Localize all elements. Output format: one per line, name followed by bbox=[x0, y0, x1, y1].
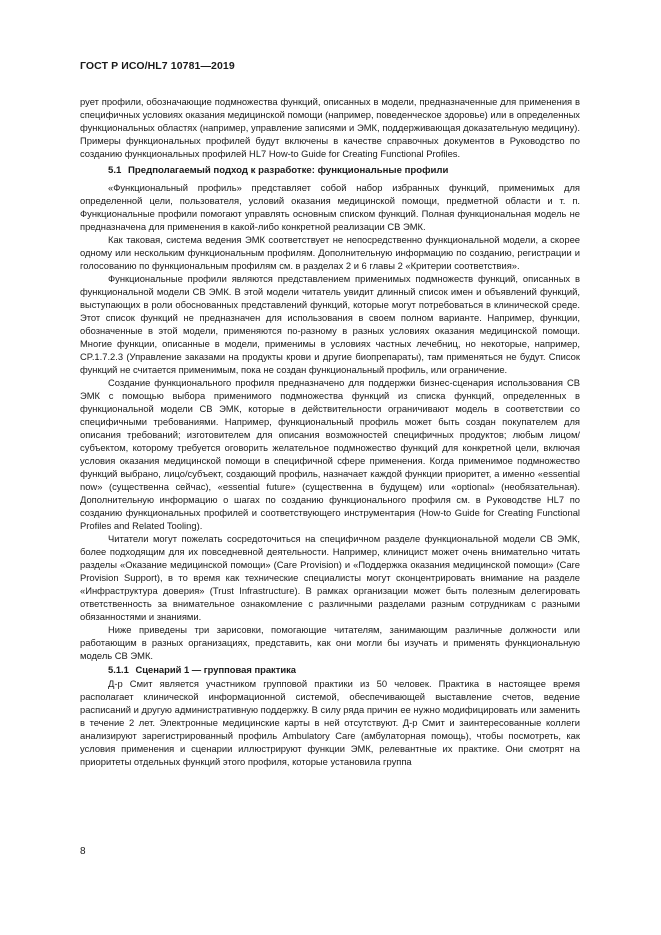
paragraph-continued: рует профили, обозначающие подмножества функций, описанных в модели, предназначенные для применения в специфичных условиях оказания медицинской помощи (например, поведенческое здоровье) или в определенных функциональных областях (например, управление записями и ЭМК, поддерживающая доказательную медицину). Примеры функциональных профилей будут включены в качестве справочных документов в Руководство по созданию функциональных профилей HL7 How-to Guide for Creating Functional Profiles. bbox=[80, 96, 580, 159]
paragraph: Читатели могут пожелать сосредоточиться на специфичном разделе функциональной модели СВ ЭМК, более подходящим для их повседневной деятельности. Например, клиницист может очень внимательно читать разделы «Оказание медицинской помощи» (Care Provision) и «Поддержка оказания медицинской помощи» (Care Provision Support), в то время как технические специалисты могут сконцентрировать внимание на разделе «Инфраструктура доверия» (Trust Infrastructure). В рамках организации может быть полезным делегировать ответственность за внимательное ознакомление с различными разделами разным сотрудникам с разными обязанностями и знаниями. bbox=[80, 533, 580, 622]
paragraph: Ниже приведены три зарисовки, помогающие читателям, занимающим различные должности или работающим в разных организациях, представить, как они могли бы изучать и применять функциональную модель СВ ЭМК. bbox=[80, 624, 580, 661]
section-number: 5.1 bbox=[108, 165, 122, 176]
paragraph: «Функциональный профиль» представляет собой набор избранных функций, применимых для определенной цели, пользователя, условий оказания медицинской помощи, предметной области и т. п. Функциональные профили помогают управлять основным списком функций. Полная функциональная модель не предназначена для применения в какой-либо конкретной реализации СВ ЭМК. bbox=[80, 182, 580, 232]
subsection-number: 5.1.1 bbox=[108, 664, 129, 675]
paragraph: Д-р Смит является участником групповой практики из 50 человек. Практика в настоящее время располагает клинической информационной системой, обеспечивающей выставление счетов, ведение расписаний и другую административную поддержку. В силу ряда причин ее нужно модифицировать или заменить в течение 2 лет. Электронные медицинские карты в ней отсутствуют. Д-р Смит и заинтересованные коллеги анализируют зарегистрированный профиль Ambulatory Care (амбулаторная помощь), чтобы посмотреть, как условия применения и сценарии иллюстрируют функции ЭМК, релевантные их практике. Они смотрят на приоритеты отдельных функций этого профиля, которые установила группа bbox=[80, 678, 580, 767]
paragraph: Функциональные профили являются представлением применимых подмножеств функций, описанных в функциональной модели СВ ЭМК. В этой модели читатель увидит длинный список имен и объявлений функций, выступающих в роли обоснованных представлений функций, которые могут потребоваться в клинической среде. Этот список функций не предназначен для использования в своем полном варианте. Например, функции, обозначенные в этой модели, применяются по-разному в разных условиях оказания медицинской помощи. Многие функции, описанные в модели, применимы в условиях частных лечебниц, но некоторые, например, CP.1.7.2.3 (Управление заказами на продукты крови и другие биопрепараты), там применяться не будут. Список функций не считается применимым, пока не создан функциональный профиль, или ограничение. bbox=[80, 273, 580, 375]
page-number: 8 bbox=[80, 846, 86, 857]
document-header: ГОСТ Р ИСО/HL7 10781—2019 bbox=[80, 60, 235, 72]
subsection-heading bbox=[80, 663, 580, 676]
paragraph: Как таковая, система ведения ЭМК соответствует не непосредственно функциональной модели, а скорее одному или нескольким функциональным профилям. Дополнительную информацию по созданию, регистрации и голосованию по функциональным профилям см. в разделах 2 и 6 главы 2 «Критерии соответствия». bbox=[80, 234, 580, 271]
document-body bbox=[80, 95, 580, 768]
subsection-title: Сценарий 1 — групповая практика bbox=[135, 664, 297, 675]
paragraph: Создание функционального профиля предназначено для поддержки бизнес-сценария использования СВ ЭМК с помощью выбора применимого подмножества функций из списка функций, определенных в функциональной модели СВ ЭМК, которые в действительности ограничивают модель в соответствии со специфичными требованиями. Например, функциональный профиль может быть создан покупателем для описания требований; изготовителем для описания возможностей специфичных продуктов; любым лицом/субъектом, которому требуется оговорить желательное подмножество функций для конкретной цели, включая условия оказания медицинской помощи в специфичной сфере применения. Когда применимое подмножество функций выбрано, лицо/субъект, создающий профиль, назначает каждой функции приоритет, а именно «essential now» (существенна сейчас), «essential future» (существенна в будущем) или «optional» (необязательная). Дополнительную информацию о шагах по созданию функционального профиля см. в Руководстве HL7 по созданию функциональных профилей и соответствующего инструментария (How-to Guide for Creating Functional Profiles and Related Tooling). bbox=[80, 377, 580, 531]
section-heading bbox=[80, 164, 580, 177]
section-title: Предполагаемый подход к разработке: функциональные профили bbox=[128, 165, 449, 176]
